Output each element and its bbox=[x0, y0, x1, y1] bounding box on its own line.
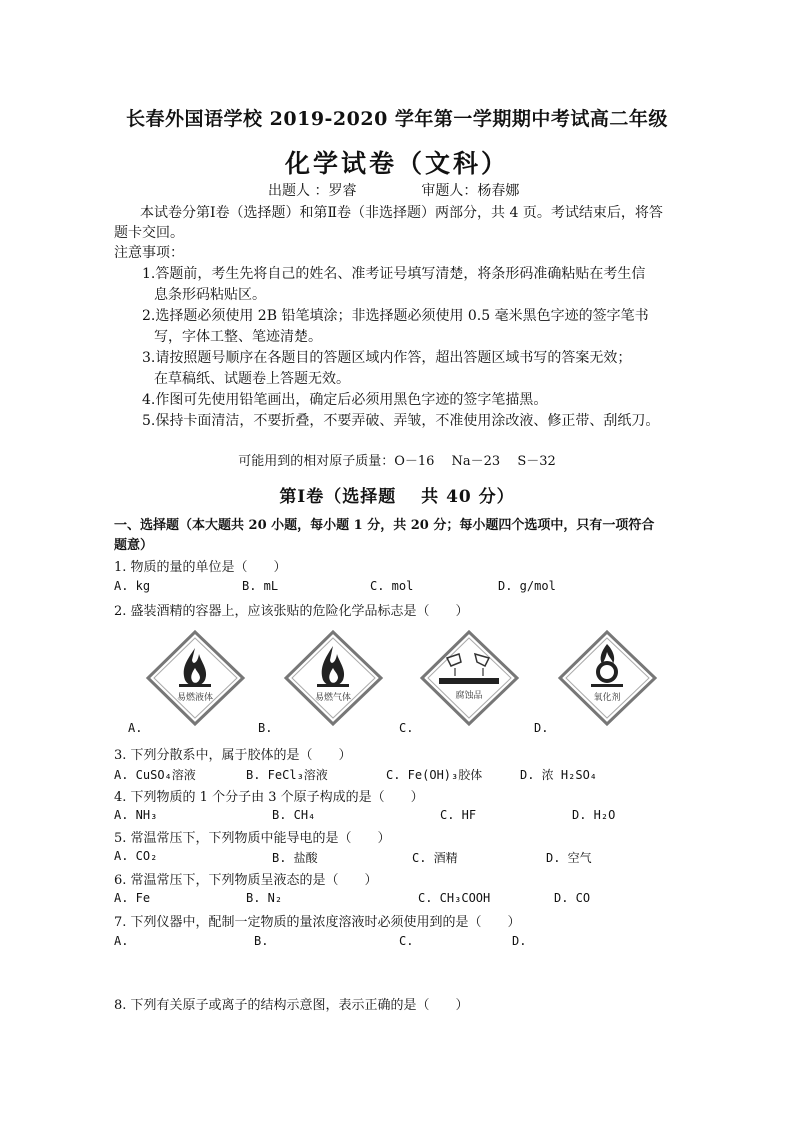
sign-label: 腐蚀品 bbox=[455, 691, 483, 701]
author-label: 出题人 ：罗睿 bbox=[268, 183, 357, 199]
question-stem-3: 3. 下列分散系中，属于胶体的是（ ） bbox=[114, 748, 352, 763]
intro-line-2: 题卡交回。 bbox=[114, 225, 184, 241]
note-item: 3.请按照题号顺序在各题目的答题区域内作答，超出答题区域书写的答案无效； bbox=[142, 350, 632, 366]
note-item-cont: 息条形码粘贴区。 bbox=[154, 287, 266, 303]
hazard-sign-flammable-gas bbox=[281, 628, 386, 728]
notes-heading: 注意事项： bbox=[114, 245, 184, 261]
option-1a: A. kg bbox=[114, 579, 151, 593]
option-6d: D. CO bbox=[554, 891, 591, 905]
question-stem-2: 2. 盛装酒精的容器上，应该张贴的危险化学品标志是（ ） bbox=[114, 604, 469, 619]
hazard-sign-corrosive bbox=[417, 628, 522, 728]
option-2c: C. bbox=[399, 721, 414, 735]
note-item: 4.作图可先使用铅笔画出，确定后必须用黑色字迹的签字笔描黑。 bbox=[142, 392, 548, 408]
question-stem-8: 8. 下列有关原子或离子的结构示意图，表示正确的是（ ） bbox=[114, 998, 469, 1013]
note-item: 5.保持卡面清洁，不要折叠，不要弄破、弄皱，不准使用涂改液、修正带、刮纸刀。 bbox=[142, 413, 660, 429]
option-6a: A. Fe bbox=[114, 891, 151, 905]
option-3d: D. 浓 H₂SO₄ bbox=[520, 768, 598, 782]
option-3c: C. Fe(OH)₃胶体 bbox=[386, 768, 483, 782]
option-5a: A. CO₂ bbox=[114, 849, 158, 863]
atomic-masses-line: 可能用到的相对原子质量：O－16 Na－23 S－32 bbox=[238, 454, 556, 469]
question-stem-7: 7. 下列仪器中，配制一定物质的量浓度溶液时必须使用到的是（ ） bbox=[114, 915, 521, 930]
section-1-instruction: 一、选择题（本大题共 20 小题，每小题 1 分，共 20 分；每小题四个选项中，只有一项符合 bbox=[114, 518, 655, 533]
intro-line-1: 本试卷分第Ⅰ卷（选择题）和第Ⅱ卷（非选择题）两部分，共 4 页。考试结束后，将答 bbox=[140, 205, 663, 221]
option-7b: B. bbox=[254, 934, 269, 948]
question-stem-6: 6. 常温常压下，下列物质呈液态的是（ ） bbox=[114, 873, 378, 888]
option-2d: D. bbox=[534, 721, 549, 735]
option-2a: A. bbox=[128, 721, 143, 735]
flammable-gas-icon bbox=[281, 628, 386, 728]
note-item-cont: 写，字体工整、笔迹清楚。 bbox=[154, 329, 322, 345]
section-1-instruction-cont: 题意） bbox=[114, 538, 154, 553]
option-5b: B. 盐酸 bbox=[272, 851, 318, 865]
option-1b: B. mL bbox=[242, 579, 279, 593]
exam-title: 化学试卷（文科） bbox=[284, 149, 509, 178]
question-stem-4: 4. 下列物质的 1 个分子由 3 个原子构成的是（ ） bbox=[114, 790, 424, 805]
option-4a: A. NH₃ bbox=[114, 808, 158, 822]
note-item-cont: 在草稿纸、试题卷上答题无效。 bbox=[154, 371, 350, 387]
question-stem-1: 1. 物质的量的单位是（ ） bbox=[114, 560, 287, 575]
note-item: 1.答题前，考生先将自己的姓名、准考证号填写清楚，将条形码准确粘贴在考生信 bbox=[142, 266, 646, 282]
school-exam-line: 长春外国语学校 2019-2020 学年第一学期期中考试高二年级 bbox=[126, 108, 668, 130]
option-4c: C. HF bbox=[440, 808, 477, 822]
corrosive-icon bbox=[417, 628, 522, 728]
option-6b: B. N₂ bbox=[246, 891, 283, 905]
option-7c: C. bbox=[399, 934, 414, 948]
flammable-liquid-icon bbox=[143, 628, 248, 728]
option-5d: D. 空气 bbox=[546, 851, 592, 865]
authors-line bbox=[268, 180, 519, 200]
hazard-sign-flammable-liquid bbox=[143, 628, 248, 728]
option-7d: D. bbox=[512, 934, 527, 948]
option-5c: C. 酒精 bbox=[412, 851, 458, 865]
option-7a: A. bbox=[114, 934, 129, 948]
question-stem-5: 5. 常温常压下，下列物质中能导电的是（ ） bbox=[114, 831, 391, 846]
sign-label: 氧化剂 bbox=[593, 693, 621, 703]
reviewer-label: 审题人：杨春娜 bbox=[421, 183, 520, 199]
section-1-title: 第Ⅰ卷（选择题 共 40 分） bbox=[279, 487, 515, 507]
oxidizer-icon bbox=[555, 628, 660, 728]
option-3a: A. CuSO₄溶液 bbox=[114, 768, 196, 782]
option-4b: B. CH₄ bbox=[272, 808, 316, 822]
option-4d: D. H₂O bbox=[572, 808, 616, 822]
sign-label: 易燃气体 bbox=[314, 693, 352, 703]
hazard-sign-oxidizer bbox=[555, 628, 660, 728]
option-2b: B. bbox=[258, 721, 273, 735]
note-item: 2.选择题必须使用 2B 铅笔填涂；非选择题必须使用 0.5 毫米黑色字迹的签字笔书 bbox=[142, 308, 649, 324]
option-3b: B. FeCl₃溶液 bbox=[246, 768, 328, 782]
sign-label: 易燃液体 bbox=[176, 693, 214, 703]
option-1d: D. g/mol bbox=[498, 579, 556, 593]
option-6c: C. CH₃COOH bbox=[418, 891, 491, 905]
option-1c: C. mol bbox=[370, 579, 414, 593]
